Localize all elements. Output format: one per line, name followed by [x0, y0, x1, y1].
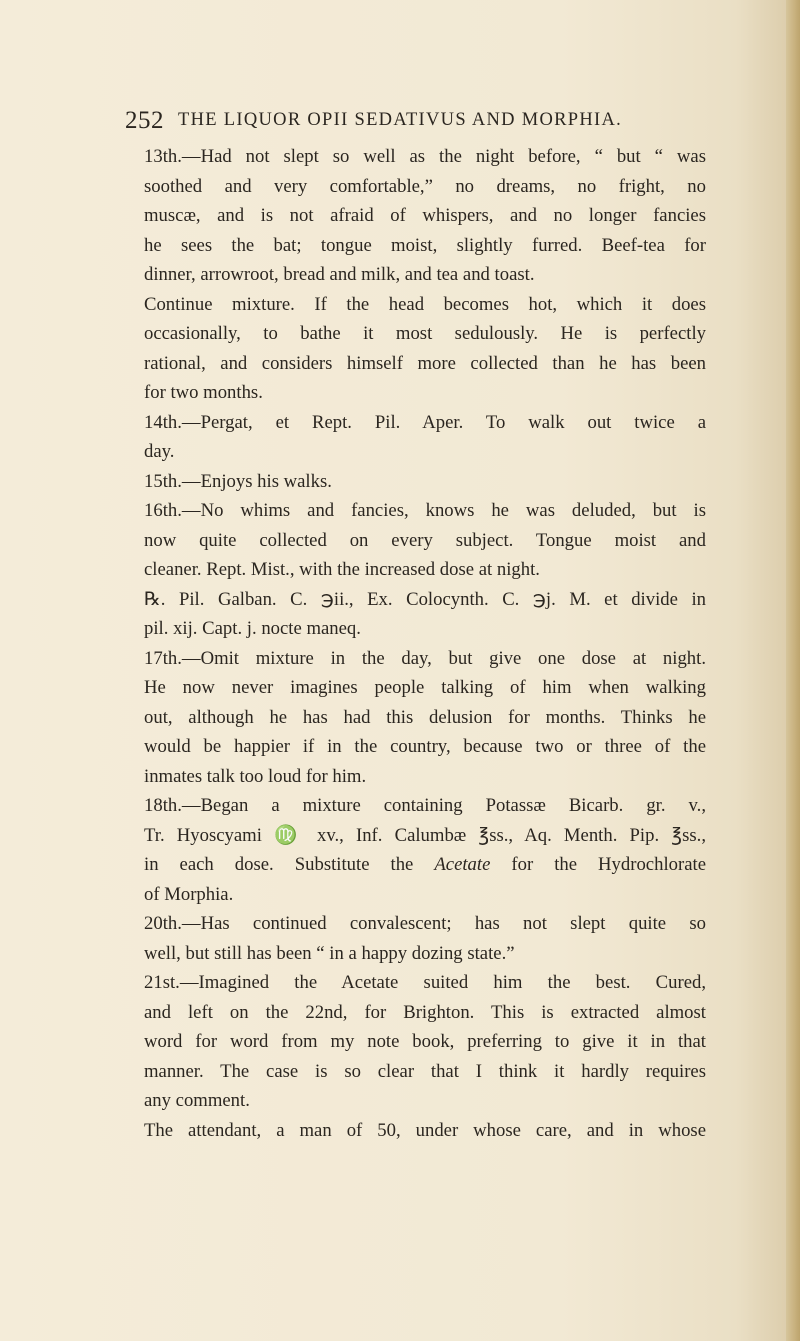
text-line: Continue mixture. If the head becomes hot, which it does	[144, 293, 706, 315]
text-line: out, although he has had this delusion for months. Thinks he	[144, 706, 706, 728]
text-line: word for word from my note book, preferring to give it in that	[144, 1031, 706, 1052]
text-line: manner. The case is so clear that I think it hardly requires	[144, 1060, 706, 1082]
text-line: pil. xij. Capt. j. nocte maneq.	[144, 618, 361, 639]
text-line: would be happier if in the country, because two or three of the	[144, 736, 706, 757]
text-line: Tr. Hyoscyami ♍ xv., Inf. Calumbæ ℥ss., Aq. Menth. Pip. ℥ss.,	[144, 824, 706, 846]
text-line: of Morphia.	[144, 883, 234, 905]
text-line: for two months.	[144, 382, 263, 403]
text-line: he sees the bat; tongue moist, slightly furred. Beef-tea for	[144, 234, 706, 256]
page-number: 252	[125, 107, 164, 134]
italic-term: Acetate	[434, 854, 491, 875]
text-line: well, but still has been “ in a happy dozing state.”	[144, 942, 515, 964]
paragraph-20th	[125, 909, 706, 968]
text-line: now quite collected on every subject. Tongue moist and	[144, 529, 706, 551]
page-edge	[786, 0, 800, 1341]
paragraph-15th	[125, 467, 706, 497]
text-line: 17th.—Omit mixture in the day, but give one dose at night.	[144, 647, 706, 669]
text-line: soothed and very comfortable,” no dreams, no fright, no	[144, 175, 706, 197]
text-line: 13th.—Had not slept so well as the night before, “ but “ was	[144, 146, 706, 167]
text-line: 16th.—No whims and fancies, knows he was deluded, but is	[144, 500, 706, 521]
text-line: dinner, arrowroot, bread and milk, and tea and toast.	[144, 264, 535, 285]
text-segment: in each dose. Substitute the	[144, 854, 435, 875]
text-line: 21st.—Imagined the Acetate suited him the best. Cured,	[144, 972, 706, 993]
text-line: occasionally, to bathe it most sedulously. He is perfectly	[144, 323, 706, 344]
paragraph-13th	[125, 142, 706, 290]
text-line: 18th.—Began a mixture containing Potassæ Bicarb. gr. v.,	[144, 795, 706, 816]
text-segment: for the Hydrochlorate	[490, 854, 706, 875]
paragraph-18th	[125, 791, 706, 909]
paragraph-14th	[125, 408, 706, 467]
running-title: THE LIQUOR OPII SEDATIVUS AND MORPHIA.	[178, 110, 623, 130]
text-line: muscæ, and is not afraid of whispers, and no longer fancies	[144, 205, 706, 226]
text-line: inmates talk too loud for him.	[144, 765, 367, 787]
text-line: cleaner. Rept. Mist., with the increased dose at night.	[144, 559, 540, 580]
running-header	[125, 107, 685, 139]
text-line: and left on the 22nd, for Brighton. This is extracted almost	[144, 1001, 706, 1023]
text-line-mixed	[125, 850, 706, 880]
text-line: ℞. Pil. Galban. C. ℈ii., Ex. Colocynth. C. ℈j. M. et divide in	[144, 588, 706, 610]
paragraph-17th	[125, 644, 706, 792]
paragraph-prescription	[125, 585, 706, 644]
body-text	[125, 142, 706, 1145]
text-line: rational, and considers himself more collected than he has been	[144, 352, 706, 374]
paragraph-continue-mixture	[125, 290, 706, 408]
text-line: He now never imagines people talking of him when walking	[144, 677, 706, 698]
text-line: 15th.—Enjoys his walks.	[144, 470, 332, 492]
text-line: any comment.	[144, 1090, 250, 1111]
text-line: day.	[144, 441, 175, 462]
paragraph-16th	[125, 496, 706, 585]
text-line: 14th.—Pergat, et Rept. Pil. Aper. To walk out twice a	[144, 411, 706, 433]
paragraph-attendant	[125, 1116, 706, 1146]
text-line: The attendant, a man of 50, under whose care, and in whose	[144, 1119, 706, 1141]
paragraph-21st	[125, 968, 706, 1116]
text-line: 20th.—Has continued convalescent; has not slept quite so	[144, 913, 706, 934]
